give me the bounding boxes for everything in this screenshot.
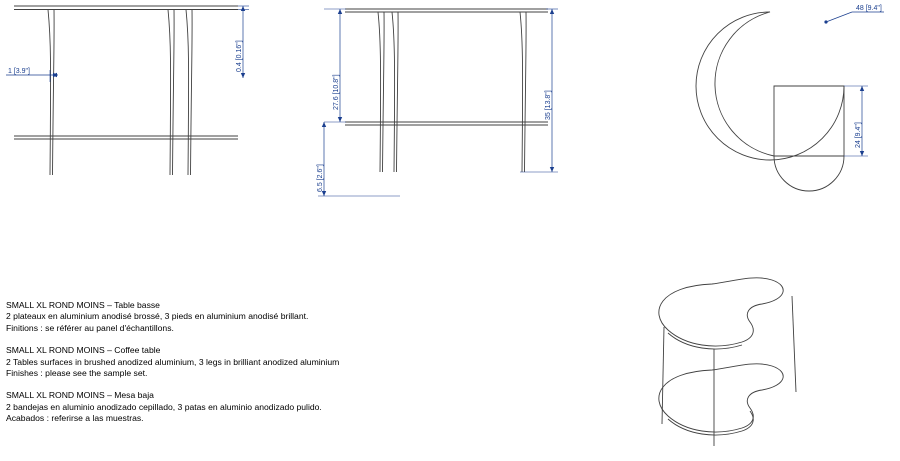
notes-spanish-heading: SMALL XL ROND MOINS – Mesa baja [6,390,154,401]
notes-block [6,300,436,436]
notes-spanish-line-2: Acabados : referirse a las muestras. [6,413,144,424]
notes-french-line-1: 2 plateaux en aluminium anodisé brossé, 3 pieds en aluminium anodisé brillant. [6,311,309,322]
top-view-dimensions [824,5,884,156]
front-leg-2-left [168,10,171,176]
perspective-lower-shelf-thickness [668,411,753,435]
notes-french-line-2: Finitions : se référer au panel d'échantillons. [6,322,174,333]
perspective-leg-right [792,296,796,392]
side-dim-shelf-arrow-bottom [338,117,342,122]
top-plan-notch-bottom-arc [774,156,844,191]
side-dim-shelf-arrow-top [338,9,342,14]
top-dim-diameter-leader [826,12,852,22]
front-dim-thickness-arrow-bottom [241,73,245,78]
top-dim-diameter-dot [824,20,827,23]
top-dim-notch-arrow-top [860,86,864,91]
notes-french-heading: SMALL XL ROND MOINS – Table basse [6,300,160,310]
top-dim-notch-arrow-bottom [860,151,864,156]
notes-english-line-2: Finishes : please see the sample set. [6,368,148,379]
side-elevation-view [345,9,548,172]
notes-spanish [6,390,436,424]
perspective-view [659,278,796,446]
front-leg-3-right [191,10,193,176]
front-view-dimensions [6,6,249,82]
side-leg-1-right [383,12,385,172]
top-plan-outline [696,12,844,160]
side-dim-height-label: 35 [13.8"] [545,90,552,120]
side-leg-2-left [392,12,395,172]
side-leg-3-right [525,12,527,172]
top-dim-diameter-label: 48 [9.4"] [856,5,882,12]
side-leg-2-right [397,12,399,172]
perspective-top-surface [659,278,783,346]
side-dim-height-arrow-top [550,9,554,14]
notes-english-heading: SMALL XL ROND MOINS – Coffee table [6,345,161,356]
front-leg-1-right [53,10,55,176]
side-dim-base-label: 6.5 [2.6"] [317,164,324,192]
front-dim-thickness-arrow-top [241,6,245,11]
top-plan-view [696,12,844,191]
notes-english-line-1: 2 Tables surfaces in brushed anodized aluminium, 3 legs in brilliant anodized aluminium [6,356,340,367]
front-leg-2-right [173,10,175,176]
top-dim-notch-label: 24 [9.4"] [855,122,862,148]
side-leg-3-left [520,12,523,172]
front-dim-thickness-label: 0.4 [0.16"] [236,40,243,72]
perspective-lower-shelf [659,364,783,432]
side-leg-1-left [378,12,381,172]
front-leg-1-left [48,10,51,176]
side-dim-shelf-label: 27.6 [10.8"] [333,74,340,110]
notes-french [6,300,436,334]
side-dim-height-arrow-bottom [550,167,554,172]
front-elevation-view [14,6,238,175]
notes-english [6,345,436,379]
side-dim-base-arrow-top [322,122,326,127]
front-leg-3-left [186,10,189,176]
perspective-top-thickness [668,333,742,349]
front-dim-offset-label: 1 [3.9"] [8,68,30,75]
top-plan-notch-edges [774,86,844,156]
notes-spanish-line-1: 2 bandejas en aluminio anodizado cepillado, 3 patas en aluminio anodizado pulido. [6,401,322,412]
